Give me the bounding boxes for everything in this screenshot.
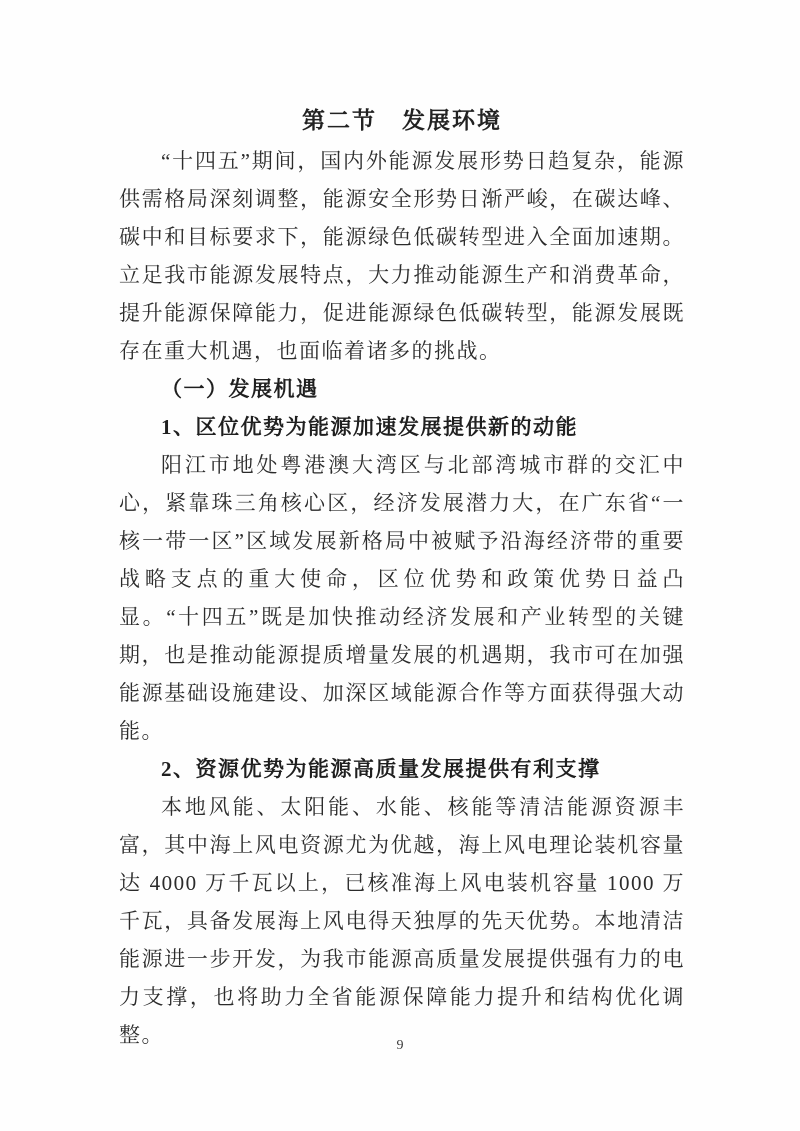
- heading-location-advantage: 1、区位优势为能源加速发展提供新的动能: [161, 415, 578, 439]
- paragraph-intro: “十四五”期间，国内外能源发展形势日趋复杂，能源供需格局深刻调整，能源安全形势日渐严峻，在碳达峰、碳中和目标要求下，能源绿色低碳转型进入全面加速期。立足我市能源发展特点，大力推动能源生产和消费革命，提升能源保障能力，促进能源绿色低碳转型，能源发展既存在重大机遇，也面临着诸多的挑战。: [119, 149, 685, 363]
- heading-development-opportunities: （一）发展机遇: [161, 377, 319, 401]
- paragraph-location-advantage: 阳江市地处粤港澳大湾区与北部湾城市群的交汇中心，紧靠珠三角核心区，经济发展潜力大，在广东省“一核一带一区”区域发展新格局中被赋予沿海经济带的重要战略支点的重大使命，区位优势和政策优势日益凸显。“十四五”既是加快推动经济发展和产业转型的关键期，也是推动能源提质增量发展的机遇期，我市可在加强能源基础设施建设、加深区域能源合作等方面获得强大动能。: [119, 453, 685, 743]
- page-content: [119, 102, 685, 1054]
- section-title: 第二节 发展环境: [302, 108, 502, 133]
- page-number: 9: [396, 1038, 404, 1053]
- paragraph-resource-advantage: 本地风能、太阳能、水能、核能等清洁能源资源丰富，其中海上风电资源尤为优越，海上风电理论装机容量达 4000 万千瓦以上，已核准海上风电装机容量 1000 万千瓦，具备发展海上风电得天独厚的先天优势。本地清洁能源进一步开发，为我市能源高质量发展提供强有力的电力支撑，也将助力全省能源保障能力提升和结构优化调整。: [119, 795, 685, 1047]
- heading-resource-advantage: 2、资源优势为能源高质量发展提供有利支撑: [161, 757, 601, 781]
